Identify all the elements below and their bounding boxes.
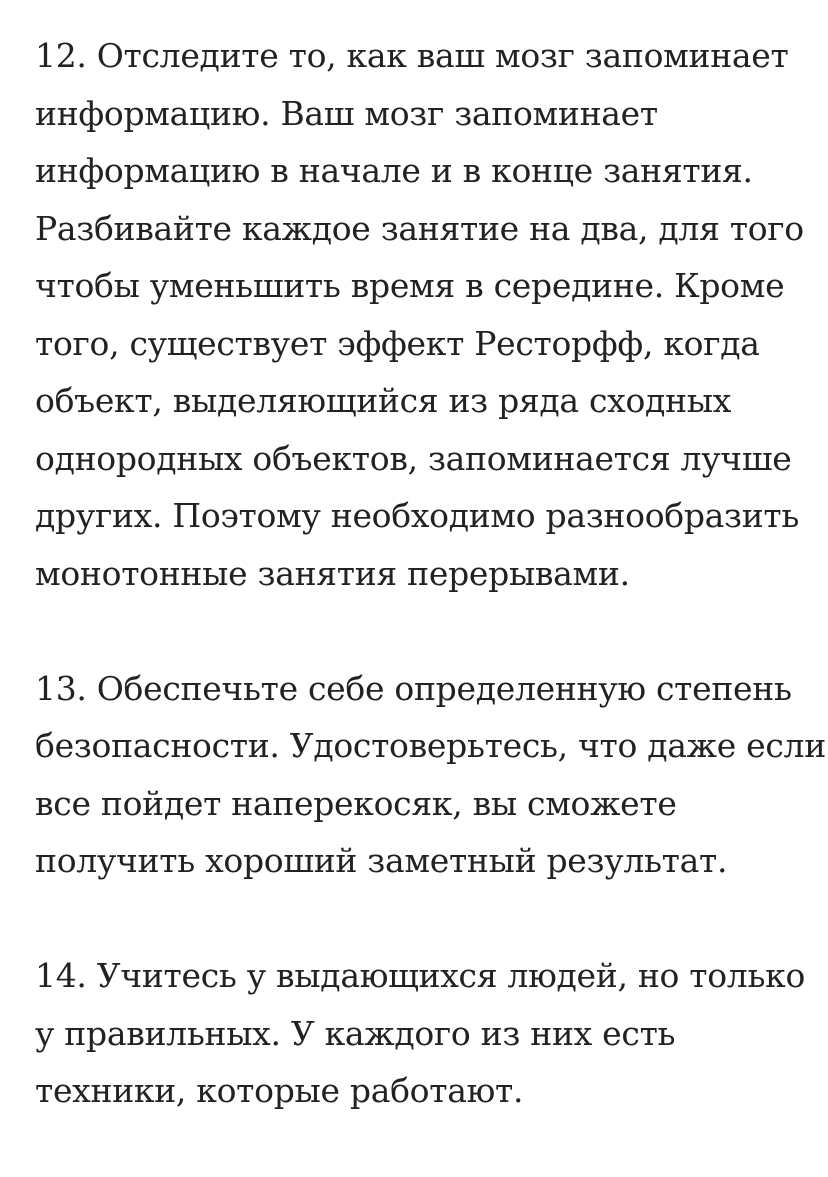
text-line: Разбивайте каждое занятие на два, для того xyxy=(35,208,804,248)
text-line: чтобы уменьшить время в середине. Кроме xyxy=(35,266,785,305)
paragraph-13 xyxy=(35,660,826,890)
text-line: у правильных. У каждого из них есть xyxy=(35,1013,676,1053)
text-line: информацию в начале и в конце занятия. xyxy=(35,151,753,190)
text-line: однородных объектов, запоминается лучше xyxy=(35,438,792,478)
text-line: объект, выделяющийся из ряда сходных xyxy=(35,381,732,420)
text-line: других. Поэтому необходимо разнообразить xyxy=(35,496,800,535)
text-line: получить хороший заметный результат. xyxy=(35,841,728,880)
text-line: монотонные занятия перерывами. xyxy=(35,553,630,593)
text-line: техники, которые работают. xyxy=(35,1071,524,1110)
paragraph-14 xyxy=(35,947,805,1120)
text-line: безопасности. Удостоверьтесь, что даже если xyxy=(35,726,826,765)
article-body xyxy=(35,27,826,1177)
paragraph-12 xyxy=(35,27,805,602)
text-line: все пойдет наперекосяк, вы сможете xyxy=(35,783,677,823)
text-line: 14. Учитесь у выдающихся людей, но только xyxy=(35,956,806,995)
text-line: 13. Обеспечьте себе определенную степень xyxy=(35,668,792,708)
text-line: того, существует эффект Ресторфф, когда xyxy=(35,323,760,363)
text-line: информацию. Ваш мозг запоминает xyxy=(35,93,658,133)
text-line: 12. Отследите то, как ваш мозг запоминает xyxy=(35,36,789,75)
